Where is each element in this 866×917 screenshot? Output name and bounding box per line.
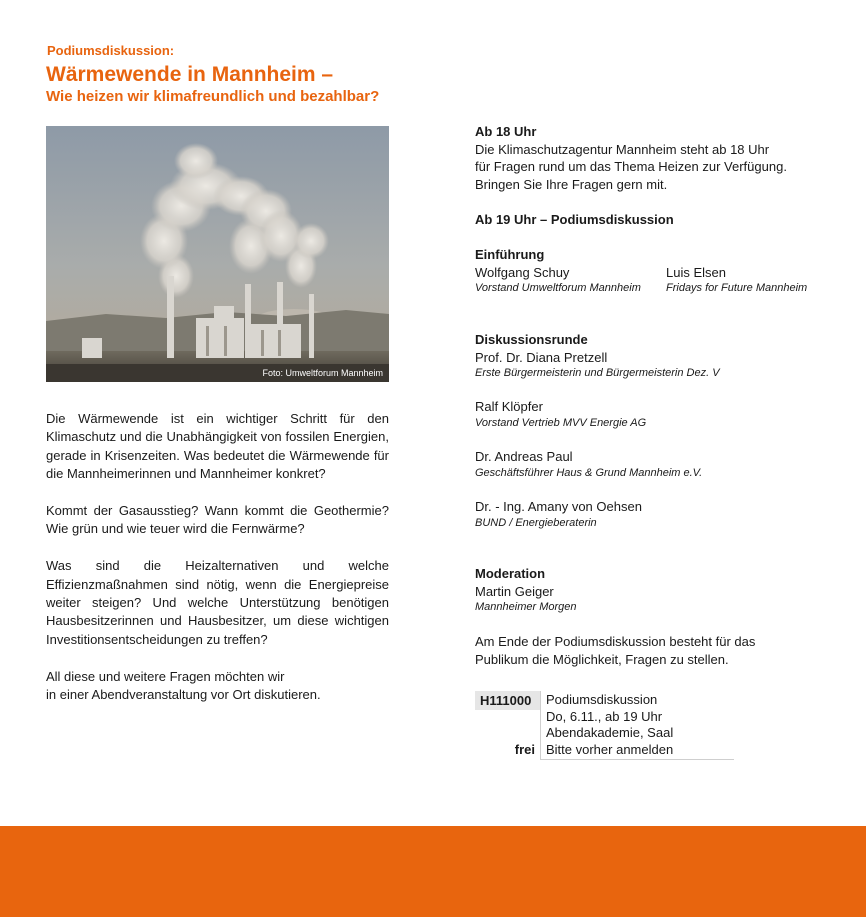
speaker-entry <box>475 264 641 297</box>
intro-paragraph-1: Die Wärmewende ist ein wichtiger Schritt für den Klimaschutz und die Unabhängigkeit von fossilen Energien, gerade in Krisenzeiten. Was bedeutet die Wärmewende für die Mannheimerinnen und Mannheimer konkret? <box>46 411 389 482</box>
closing-line-2: Publikum die Möglichkeit, Fragen zu stellen. <box>475 651 729 667</box>
registration-line: Bitte vorher anmelden <box>546 742 674 758</box>
moderator-name: Martin Geiger <box>475 583 554 599</box>
intro-paragraph-4 <box>46 668 389 705</box>
price-label: frei <box>514 742 535 757</box>
footer-bar <box>0 826 866 917</box>
speaker-role: BUND / Energieberaterin <box>475 516 597 529</box>
registration-line: Podiumsdiskussion <box>546 692 658 707</box>
intro-paragraph-4-line-2: in einer Abendveranstaltung vor Ort diskutieren. <box>46 687 321 703</box>
einfuehrung-speakers <box>475 264 835 298</box>
registration-line: Do, 6.11., ab 19 Uhr <box>546 708 663 724</box>
registration-line: Abendakademie, Saal <box>546 725 674 741</box>
speaker-entry <box>475 448 835 481</box>
diskussion-heading: Diskussionsrunde <box>475 332 588 347</box>
speaker-role: Geschäftsführer Haus & Grund Mannheim e.V. <box>475 466 703 479</box>
ab18-heading: Ab 18 Uhr <box>475 124 537 139</box>
intro-paragraph-2: Kommt der Gasausstieg? Wann kommt die Geothermie? Wie grün und wie teuer wird die Fernwärme? <box>46 503 389 537</box>
section-ab-18 <box>475 123 835 193</box>
speaker-role: Vorstand Vertrieb MVV Energie AG <box>475 416 647 429</box>
speaker-name: Wolfgang Schuy <box>475 264 570 280</box>
speaker-name: Ralf Klöpfer <box>475 399 543 414</box>
power-plant-photo <box>46 126 389 382</box>
ab18-line-3: Bringen Sie Ihre Fragen gern mit. <box>475 176 668 192</box>
speaker-entry <box>475 398 835 431</box>
speaker-name: Prof. Dr. Diana Pretzell <box>475 349 608 365</box>
registration-divider-vertical <box>540 691 541 759</box>
closing-line-1: Am Ende der Podiumsdiskussion besteht für das <box>475 634 756 649</box>
ab19-heading: Ab 19 Uhr – Podiumsdiskussion <box>475 212 674 227</box>
page-subtitle: Wie heizen wir klimafreundlich und bezahlbar? <box>46 88 380 105</box>
closing-note <box>475 633 835 668</box>
moderator-role: Mannheimer Morgen <box>475 601 577 613</box>
registration-details <box>546 692 673 759</box>
ab18-line-1: Die Klimaschutzagentur Mannheim steht ab 18 Uhr <box>475 141 770 157</box>
intro-text <box>46 410 389 723</box>
einfuehrung-heading: Einführung <box>475 247 545 262</box>
event-kicker: Podiumsdiskussion: <box>47 43 175 58</box>
speaker-role: Erste Bürgermeisterin und Bürgermeisterin Dez. V <box>475 367 720 379</box>
moderation-heading: Moderation <box>475 566 546 581</box>
ab18-line-2: für Fragen rund um das Thema Heizen zur Verfügung. <box>475 159 787 174</box>
speaker-role: Vorstand Umweltforum Mannheim <box>475 282 641 294</box>
section-diskussionsrunde <box>475 331 835 381</box>
course-number: H111000 <box>475 691 540 710</box>
registration-divider-horizontal <box>540 759 734 760</box>
speaker-role: Fridays for Future Mannheim <box>666 282 808 294</box>
speaker-name: Luis Elsen <box>666 264 726 280</box>
speaker-entry <box>666 264 807 297</box>
speaker-entry <box>475 498 835 531</box>
page-title: Wärmewende in Mannheim – <box>46 63 334 86</box>
section-einfuehrung <box>475 246 835 298</box>
speaker-name: Dr. - Ing. Amany von Oehsen <box>475 499 642 514</box>
speaker-name: Dr. Andreas Paul <box>475 449 573 464</box>
section-moderation <box>475 565 835 615</box>
intro-paragraph-3: Was sind die Heizalternativen und welche Effizienzmaßnahmen sind nötig, wenn die Energiepreise weiter steigen? Und welche Unterstützung benötigen Hausbesitzerinnen und Hausbesitzer, um diese wichtigen Investitionsentscheidungen zu treffen? <box>46 558 389 647</box>
intro-paragraph-4-line-1: All diese und weitere Fragen möchten wir <box>46 668 285 684</box>
photo-credit: Foto: Umweltforum Mannheim <box>262 368 383 378</box>
